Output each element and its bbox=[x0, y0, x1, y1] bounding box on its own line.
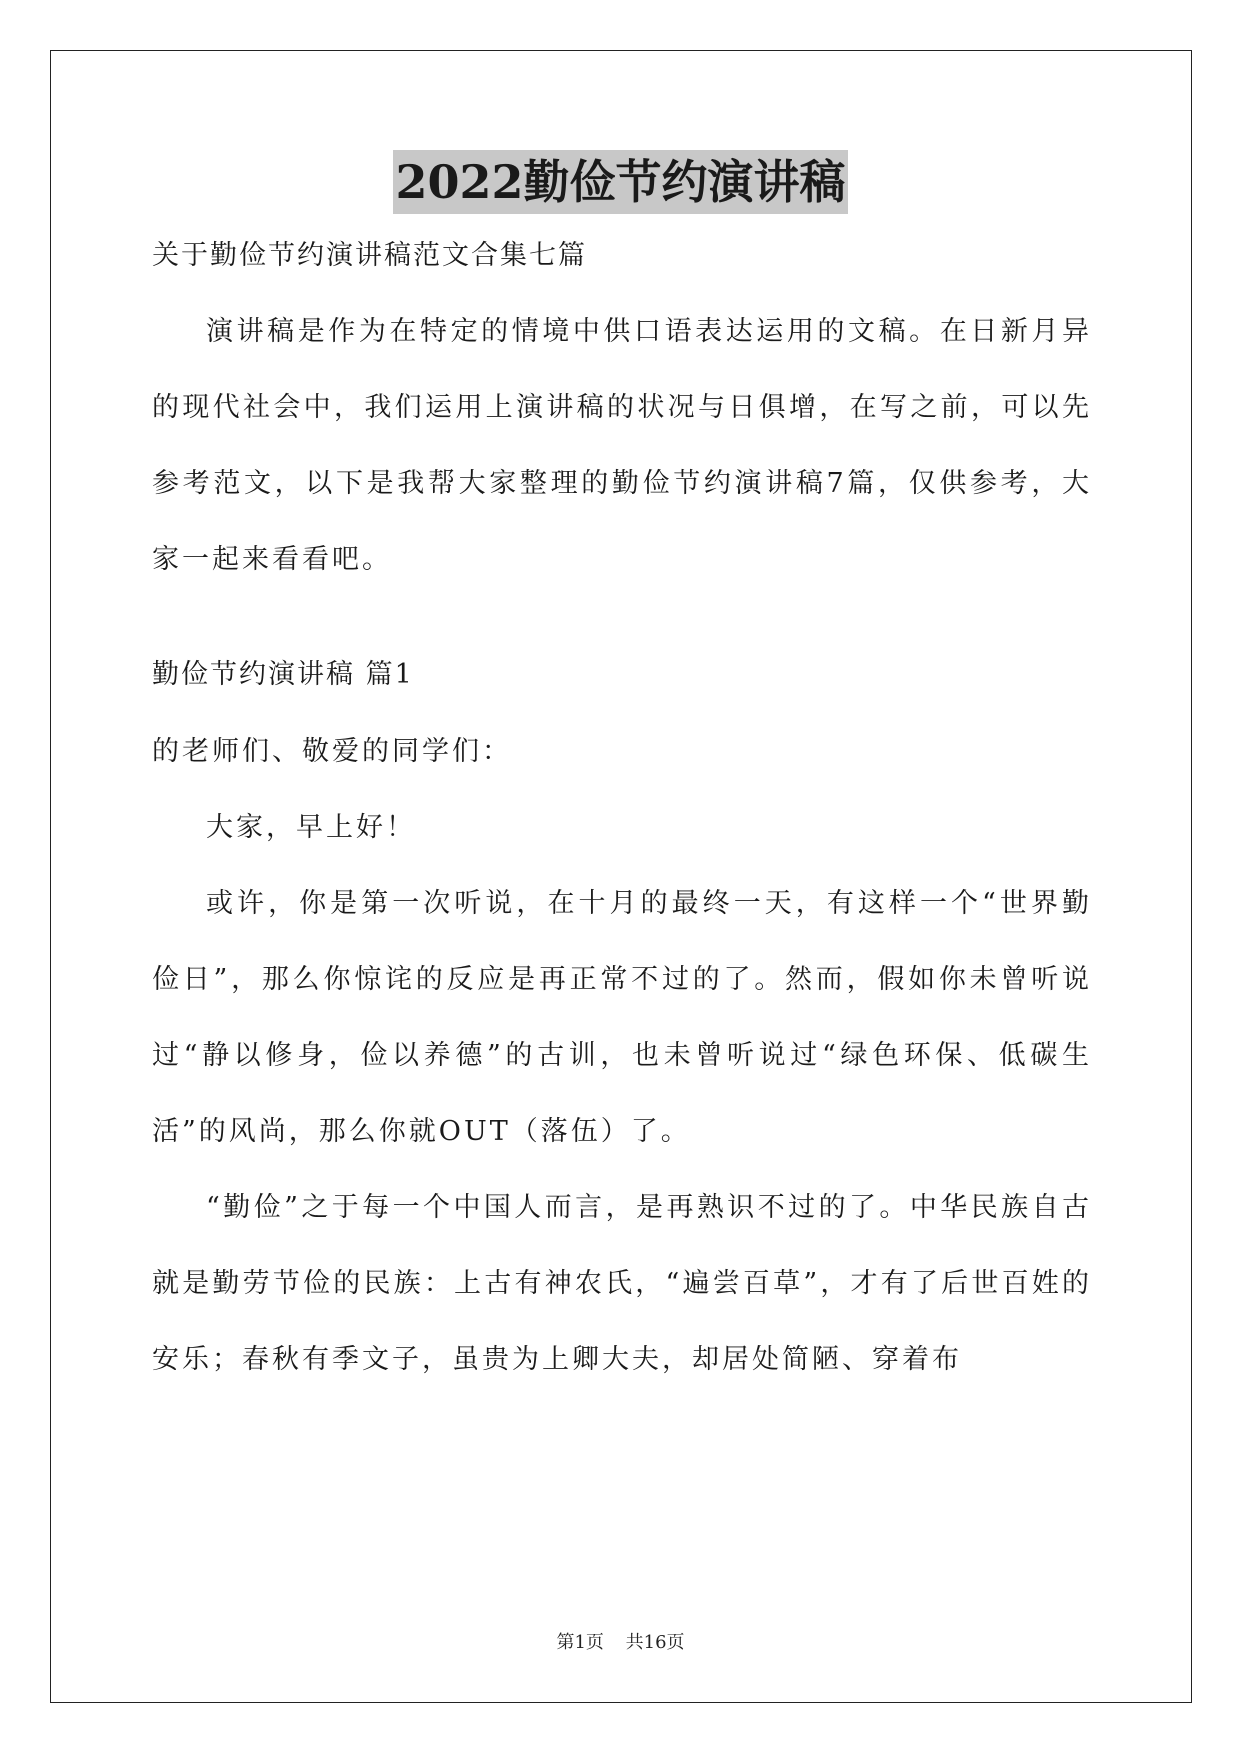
hello-line: 大家，早上好！ bbox=[206, 812, 416, 843]
section-heading: 勤俭节约演讲稿 篇1 bbox=[152, 659, 414, 690]
greeting-line: 的老师们、敬爱的同学们： bbox=[152, 736, 512, 767]
document-title: 2022勤俭节约演讲稿 bbox=[393, 150, 847, 214]
page-footer bbox=[0, 1628, 1241, 1654]
page-number-current: 第1页 bbox=[556, 1632, 604, 1653]
document-subtitle: 关于勤俭节约演讲稿范文合集七篇 bbox=[152, 240, 587, 271]
body-paragraph-1: 或许，你是第一次听说，在十月的最终一天，有这样一个“世界勤俭日”，那么你惊诧的反应是再正常不过的了。然而，假如你未曾听说过“静以修身，俭以养德”的古训，也未曾听说过“绿色环保、低碳生活”的风尚，那么你就OUT（落伍）了。 bbox=[152, 888, 1092, 1147]
body-paragraph-2: “勤俭”之于每一个中国人而言，是再熟识不过的了。中华民族自古就是勤劳节俭的民族：上古有神农氏，“遍尝百草”，才有了后世百姓的安乐；春秋有季文子，虽贵为上卿大夫，却居处简陋、穿着布 bbox=[152, 1192, 1092, 1375]
title-container bbox=[0, 150, 1241, 214]
intro-paragraph: 演讲稿是作为在特定的情境中供口语表达运用的文稿。在日新月异的现代社会中，我们运用上演讲稿的状况与日俱增，在写之前，可以先参考范文，以下是我帮大家整理的勤俭节约演讲稿7篇，仅供参考，大家一起来看看吧。 bbox=[152, 316, 1092, 575]
document-body bbox=[152, 237, 1092, 1398]
page-number-total: 共16页 bbox=[625, 1632, 685, 1653]
